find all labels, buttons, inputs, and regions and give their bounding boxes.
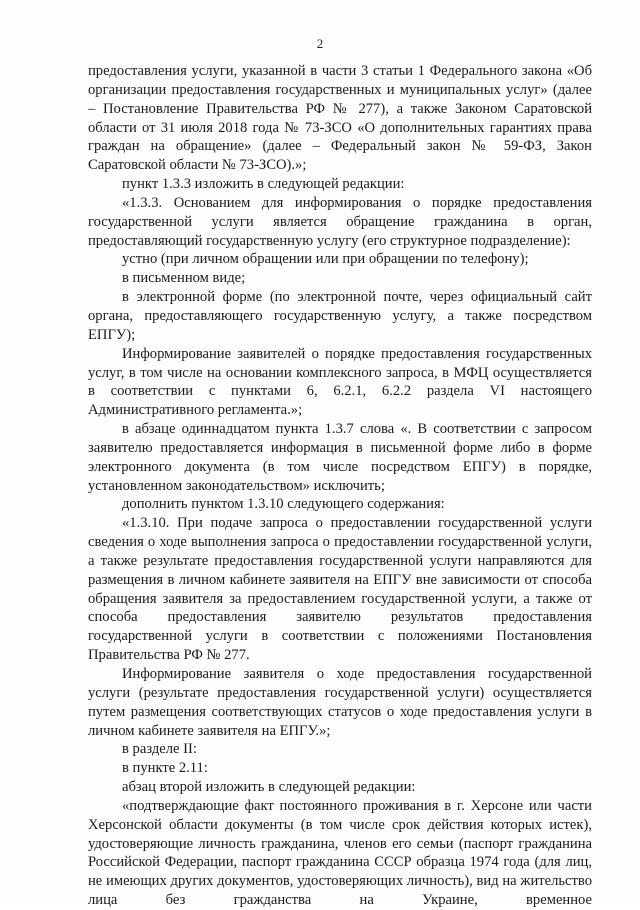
- paragraph-item-1-3-3-instruction: пункт 1.3.3 изложить в следующей редакции:: [122, 176, 405, 193]
- paragraph-1-3-10-text: «1.3.10. При подаче запроса о предоставлении государственной услуги сведения о ходе выполнения запроса о предоставлении государственной услуги, а также результате предоставления государственной услуги направляются для размещения в личном кабинете заявителя на ЕПГУ вне зависимости от способа обращения заявителя за предоставлением государственной услуги, а также от способа предоставления заявителю результатов предоставления государственной услуги в соответствии с положениями Постановления Правительства РФ № 277.: [88, 515, 592, 664]
- paragraph-intro-continuation: предоставления услуги, указанной в части 3 статьи 1 Федерального закона «Об организации предоставления государственных и муниципальных услуг» (далее – Постановление Правительства РФ № 277), а также Законом Саратовской области от 31 июля 2018 года № 73-ЗСО «О дополнительных гарантиях права граждан на обращение» (далее – Федеральный закон № 59-ФЗ, Закон Саратовской области № 73-ЗСО).»;: [88, 63, 592, 174]
- paragraph-informing-status: Информирование заявителя о ходе предоставления государственной услуги (результате предоставления государственной услуги) осуществляется путем размещения соответствующих статусов о ходе предоставления услуги в личном кабинете заявителя на ЕПГУ.»;: [88, 666, 592, 739]
- paragraph-oral: устно (при личном обращении или при обращении по телефону);: [122, 251, 529, 268]
- paragraph-item-2-11: в пункте 2.11:: [122, 760, 208, 777]
- paragraph-electronic: в электронной форме (по электронной почте, через официальный сайт органа, предоставляющего государственную услугу, а также посредством ЕПГУ);: [88, 289, 592, 343]
- paragraph-1-3-3-text: «1.3.3. Основанием для информирования о порядке предоставления государственной услуги является обращение гражданина в орган, предоставляющий государственную услугу (его структурное подразделение):: [88, 194, 592, 249]
- paragraph-documents-kherson: «подтверждающие факт постоянного проживания в г. Херсоне или части Херсонской области документы (в том числе срок действия которых истек), удостоверяющие личность гражданина, членов его семьи (паспорт гражданина Российской Федерации, паспорт гражданина СССР образца 1974 года (для лиц, не имеющих других документов, удостоверяющих личность), вид на жительство лица без гражданства на Украине, временное: [88, 797, 592, 909]
- paragraph-section-2: в разделе II:: [122, 741, 197, 758]
- paragraph-informing-mfc: Информирование заявителей о порядке предоставления государственных услуг, в том числе на основании комплексного запроса, в МФЦ осуществляется в соответствии с пунктами 6, 6.2.1, 6.2.2 раздела VI настоящего Административного регламента.»;: [88, 345, 592, 419]
- paragraph-second-abzac: абзац второй изложить в следующей редакции:: [122, 779, 416, 796]
- document-body: [88, 62, 592, 910]
- paragraph-add-1-3-10: дополнить пунктом 1.3.10 следующего содержания:: [122, 496, 445, 513]
- paragraph-1-3-7-amendment: в абзаце одиннадцатом пункта 1.3.7 слова «. В соответствии с запросом заявителю предоставляется информация в письменной форме либо в форме электронного документа (в том числе посредством ЕПГУ) в порядке, установленном законодательством» исключить;: [88, 421, 592, 494]
- page-number: 2: [316, 36, 324, 51]
- paragraph-written: в письменном виде;: [122, 270, 246, 287]
